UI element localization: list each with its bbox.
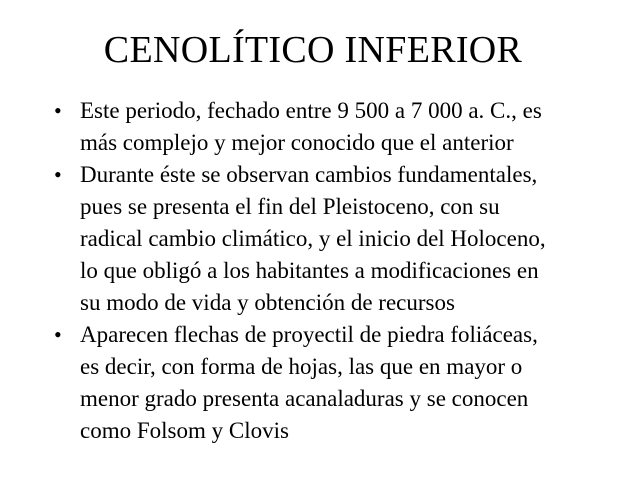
bullet-text-line: su modo de vida y obtención de recursos	[80, 290, 455, 315]
bullet-dot-icon: •	[54, 162, 62, 187]
bullet-text-line: Durante éste se observan cambios fundamentales,	[80, 162, 538, 187]
bullet-list	[54, 95, 614, 447]
bullet-item	[54, 159, 614, 319]
bullet-text-line: Aparecen flechas de proyectil de piedra foliáceas,	[80, 322, 538, 347]
bullet-dot-icon: •	[54, 322, 62, 347]
bullet-dot-icon: •	[54, 98, 62, 123]
bullet-text-line: más complejo y mejor conocido que el anterior	[80, 130, 514, 155]
bullet-text-line: lo que obligó a los habitantes a modificaciones en	[80, 258, 539, 283]
bullet-item	[54, 319, 614, 447]
bullet-item	[54, 95, 614, 159]
bullet-text-line: Este periodo, fechado entre 9 500 a 7 000 a. C., es	[80, 98, 542, 123]
bullet-text-line: pues se presenta el fin del Pleistoceno, con su	[80, 194, 500, 219]
bullet-text-line: como Folsom y Clovis	[80, 418, 289, 443]
slide-title: CENOLÍTICO INFERIOR	[103, 29, 523, 71]
bullet-text-line: radical cambio climático, y el inicio del Holoceno,	[80, 226, 546, 251]
bullet-text-line: es decir, con forma de hojas, las que en mayor o	[80, 354, 523, 379]
bullet-text-line: menor grado presenta acanaladuras y se conocen	[80, 386, 529, 411]
